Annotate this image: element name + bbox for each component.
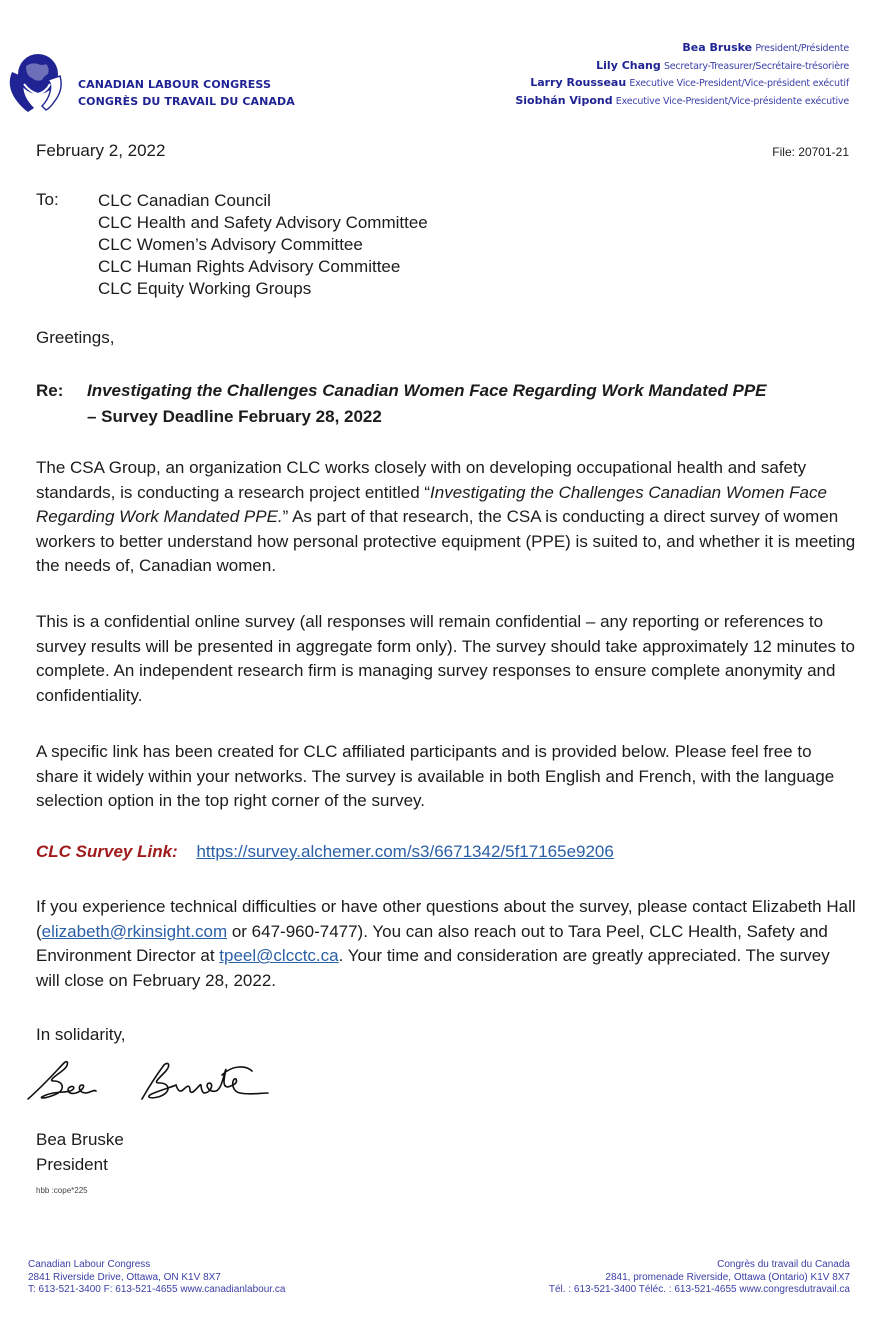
to-label: To: [36,190,59,209]
clc-logo-icon [4,50,66,112]
survey-link[interactable]: https://survey.alchemer.com/s3/6671342/5f17165e9206 [196,842,614,861]
recipient: CLC Equity Working Groups [98,279,312,298]
recipient-list [98,190,428,300]
email-link-elizabeth[interactable]: elizabeth@rkinsight.com [41,921,228,941]
signer-block [36,1127,124,1177]
survey-link-label: CLC Survey Link: [36,842,178,861]
footer-address-fr: Congrès du travail du Canada 2841, promenade Riverside, Ottawa (Ontario) K1V 8X7 Tél. : 613-521-3400 Téléc. : 613-521-4655 www.congresdutravail.ca [548,1259,850,1295]
paragraph-intro: The CSA Group, an organization CLC works closely with on developing occupational health and safety standards, is conducting a research project entitled “Investigating the Challenges Canadian Women Face Regarding Work Mandated PPE.” As part of that research, the CSA is conducting a direct survey of women workers to better understand how personal protective equipment (PPE) is suited to, and whether it is meeting the needs of, Canadian women. [36,458,856,575]
recipient: CLC Health and Safety Advisory Committee [98,213,428,232]
greeting: Greetings, [36,328,115,347]
reference-initials: hbb :cope*225 [36,1186,88,1195]
organization-name-fr: CONGRÈS DU TRAVAIL DU CANADA [78,95,295,108]
email-link-tpeel[interactable]: tpeel@clcctc.ca [219,946,339,965]
officers-list [515,40,849,110]
signer-title: President [36,1155,108,1174]
letter-date: February 2, 2022 [36,141,166,160]
subject-label: Re: [36,381,64,400]
recipient: CLC Human Rights Advisory Committee [98,257,401,276]
officer-row: Lily Chang Secretary-Treasurer/Secrétaire-trésorière [596,58,849,72]
project-title: Investigating the Challenges Canadian Women Face Regarding Work Mandated PPE. [36,482,827,526]
footer-address-en: Canadian Labour Congress 2841 Riverside Drive, Ottawa, ON K1V 8X7 T: 613-521-3400 F: 613-521-4655 www.canadianlabour.ca [28,1259,286,1295]
organization-name-en: CANADIAN LABOUR CONGRESS [78,78,271,91]
officer-row: Bea Bruske President/Présidente [682,41,849,54]
subject-title: Investigating the Challenges Canadian Women Face Regarding Work Mandated PPE [87,381,767,400]
paragraph-link-info: A specific link has been created for CLC affiliated participants and is provided below. Please feel free to share it widely within your networks. The survey is available in both English and French, with the language selection option in the top right corner of the survey. [36,742,835,810]
paragraph-contact: If you experience technical difficulties or have other questions about the survey, please contact Elizabeth Hall (elizabeth@rkinsight.com or 647-960-7477). You can also reach out to Tara Peel, CLC Health, Safety and Environment Director at tpeel@clcctc.ca. Your time and consideration are greatly appreciated. The survey will close on February 28, 2022. [36,897,856,990]
organization-name [78,76,295,110]
recipient: CLC Canadian Council [98,191,271,210]
file-number: File: 20701-21 [772,145,849,159]
handwritten-signature-icon [24,1055,284,1110]
recipient: CLC Women’s Advisory Committee [98,235,363,254]
closing: In solidarity, [36,1025,126,1044]
officer-row: Larry Rousseau Executive Vice-President/Vice-président exécutif [530,76,849,89]
paragraph-confidentiality: This is a confidential online survey (all responses will remain confidential – any reporting or references to survey results will be presented in aggregate form only). The survey should take approximately 12 minutes to complete. An independent research firm is managing survey responses to ensure complete anonymity and confidentiality. [36,612,855,705]
signer-name: Bea Bruske [36,1130,124,1149]
subject-line [36,378,866,434]
officer-row: Siobhán Vipond Executive Vice-President/Vice-présidente exécutive [515,93,849,107]
subject-deadline: – Survey Deadline February 28, 2022 [87,407,382,426]
survey-link-row [36,842,614,862]
